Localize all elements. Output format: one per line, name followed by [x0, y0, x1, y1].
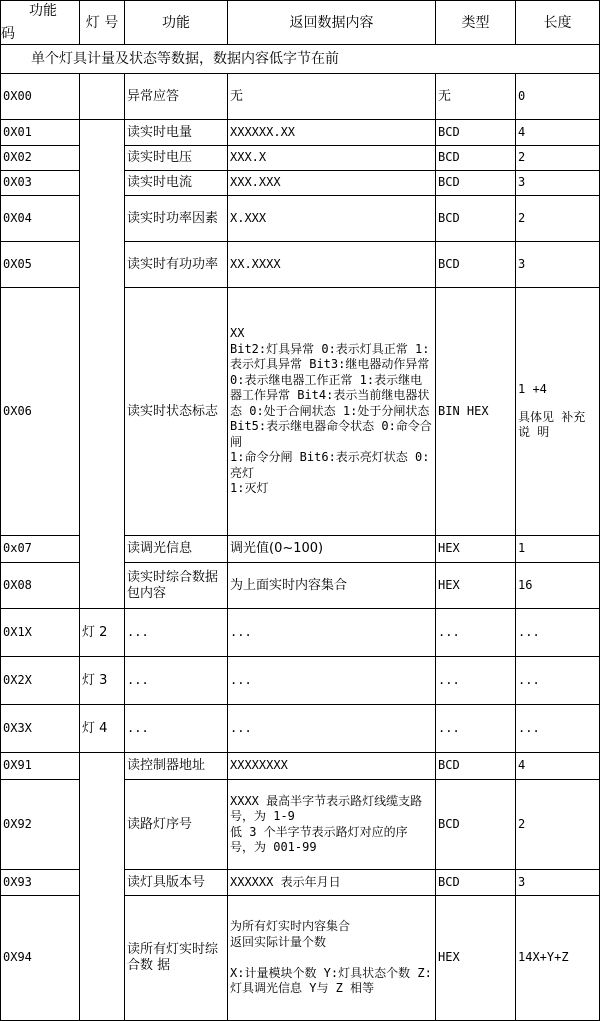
length-note: 具体见 补充说 明 [518, 409, 586, 440]
cell-data: XXXXXX 表示年月日 [228, 870, 436, 896]
cell-func: ... [125, 657, 228, 705]
header-code-bottom: 码 [1, 26, 15, 42]
data-line: XXXX 最高半字节表示路灯线缆支路 号，为 1-9 [230, 793, 423, 823]
cell-func: 读灯具版本号 [125, 870, 228, 896]
data-line: 1:命令分闸 Bit6:表示亮灯状态 0:亮灯 [230, 450, 430, 480]
cell-type: BCD [436, 171, 516, 196]
cell-type: BCD [436, 242, 516, 288]
cell-lamp [80, 120, 125, 609]
cell-code: 0X06 [1, 288, 80, 536]
header-length: 长度 [516, 1, 600, 45]
cell-code: 0X05 [1, 242, 80, 288]
cell-length: 2 [516, 146, 600, 171]
cell-func: 读路灯序号 [125, 780, 228, 870]
length-value: 1 +4 [518, 382, 547, 397]
data-line: Bit2:灯具异常 0:表示灯具正常 1:表示灯具异常 Bit3:继电器动作异常 0:表示继电器工作正常 1:表示继电器工作异常 Bit4:表示当前继电器状态 0:处于合闸状态 1:处于分闸状态 Bit5:表示继电器命令状态 0:命令合闸 [230, 341, 432, 449]
cell-type: BIN HEX [436, 288, 516, 536]
cell-length: ... [516, 609, 600, 657]
cell-code: 0X92 [1, 780, 80, 870]
cell-length: 2 [516, 780, 600, 870]
cell-data: XX.XXXX [228, 242, 436, 288]
cell-length: ... [516, 705, 600, 753]
header-code [1, 1, 80, 45]
cell-code: 0X3X [1, 705, 80, 753]
cell-data [228, 780, 436, 870]
cell-data: 无 [228, 74, 436, 120]
cell-lamp [80, 753, 125, 1021]
cell-data: X.XXX [228, 196, 436, 242]
note-row [1, 45, 600, 74]
cell-type: ... [436, 609, 516, 657]
cell-length: 14X+Y+Z [516, 896, 600, 1021]
cell-func: 读实时功率因素 [125, 196, 228, 242]
cell-func: ... [125, 705, 228, 753]
cell-func: 读控制器地址 [125, 753, 228, 780]
table-row [1, 753, 600, 780]
cell-type: 无 [436, 74, 516, 120]
cell-type: BCD [436, 870, 516, 896]
cell-length: 0 [516, 74, 600, 120]
cell-lamp: 灯 2 [80, 609, 125, 657]
cell-func: ... [125, 609, 228, 657]
cell-func: 读实时综合数据包内容 [125, 563, 228, 609]
data-line: X:计量模块个数 Y:灯具状态个数 Z:灯具调光信息 Y与 Z 相等 [230, 965, 432, 996]
cell-func: 读实时状态标志 [125, 288, 228, 536]
cell-code: 0X00 [1, 74, 80, 120]
cell-type: BCD [436, 146, 516, 171]
data-line [230, 950, 433, 966]
cell-data: ... [228, 705, 436, 753]
cell-code: 0X91 [1, 753, 80, 780]
cell-code: 0X03 [1, 171, 80, 196]
cell-type: BCD [436, 780, 516, 870]
cell-data: XXX.XXX [228, 171, 436, 196]
data-line: XX [230, 326, 245, 341]
cell-data [228, 896, 436, 1021]
cell-func: 读实时电压 [125, 146, 228, 171]
cell-lamp: 灯 3 [80, 657, 125, 705]
cell-code: 0X2X [1, 657, 80, 705]
data-line: 低 3 个半字节表示路灯对应的序 号，为 001-99 [230, 824, 408, 854]
cell-func: 读实时电流 [125, 171, 228, 196]
cell-type: HEX [436, 563, 516, 609]
cell-length: ... [516, 657, 600, 705]
cell-code: 0X02 [1, 146, 80, 171]
cell-length: 3 [516, 870, 600, 896]
data-line: 1:灭灯 [230, 481, 269, 496]
cell-data: ... [228, 609, 436, 657]
table-row [1, 120, 600, 146]
header-row [1, 1, 600, 45]
cell-data: 调光值(0~100) [228, 536, 436, 563]
cell-length: 4 [516, 753, 600, 780]
cell-lamp [80, 74, 125, 120]
cell-data: XXXXXX.XX [228, 120, 436, 146]
cell-func: 读所有灯实时综合数 据 [125, 896, 228, 1021]
cell-func: 读实时有功功率 [125, 242, 228, 288]
cell-type: ... [436, 657, 516, 705]
cell-length: 16 [516, 563, 600, 609]
cell-code: 0X01 [1, 120, 80, 146]
cell-type: BCD [436, 196, 516, 242]
cell-type: ... [436, 705, 516, 753]
header-func: 功能 [125, 1, 228, 45]
cell-code: 0X94 [1, 896, 80, 1021]
data-line: 返回实际计量个数 [230, 934, 327, 949]
cell-length: 2 [516, 196, 600, 242]
cell-type: BCD [436, 753, 516, 780]
header-type: 类型 [436, 1, 516, 45]
header-code-top: 功能 [29, 3, 57, 19]
cell-data: XXXXXXXX [228, 753, 436, 780]
cell-code: 0x07 [1, 536, 80, 563]
cell-data: ... [228, 657, 436, 705]
cell-length: 4 [516, 120, 600, 146]
cell-type: HEX [436, 536, 516, 563]
table-row [1, 705, 600, 753]
cell-lamp: 灯 4 [80, 705, 125, 753]
cell-length [516, 288, 600, 536]
cell-data: XXX.X [228, 146, 436, 171]
cell-code: 0X93 [1, 870, 80, 896]
cell-data: 为上面实时内容集合 [228, 563, 436, 609]
table-row [1, 609, 600, 657]
table-row [1, 74, 600, 120]
cell-data [228, 288, 436, 536]
cell-length: 3 [516, 171, 600, 196]
header-data: 返回数据内容 [228, 1, 436, 45]
cell-length: 3 [516, 242, 600, 288]
data-line: 为所有灯实时内容集合 [230, 919, 351, 934]
cell-code: 0X08 [1, 563, 80, 609]
cell-code: 0X04 [1, 196, 80, 242]
header-lamp: 灯 号 [80, 1, 125, 45]
cell-func: 读实时电量 [125, 120, 228, 146]
cell-code: 0X1X [1, 609, 80, 657]
note-text: 单个灯具计量及状态等数据，数据内容低字节在前 [1, 45, 600, 74]
cell-length: 1 [516, 536, 600, 563]
cell-func: 读调光信息 [125, 536, 228, 563]
cell-type: BCD [436, 120, 516, 146]
cell-type: HEX [436, 896, 516, 1021]
cell-func: 异常应答 [125, 74, 228, 120]
table-row [1, 657, 600, 705]
